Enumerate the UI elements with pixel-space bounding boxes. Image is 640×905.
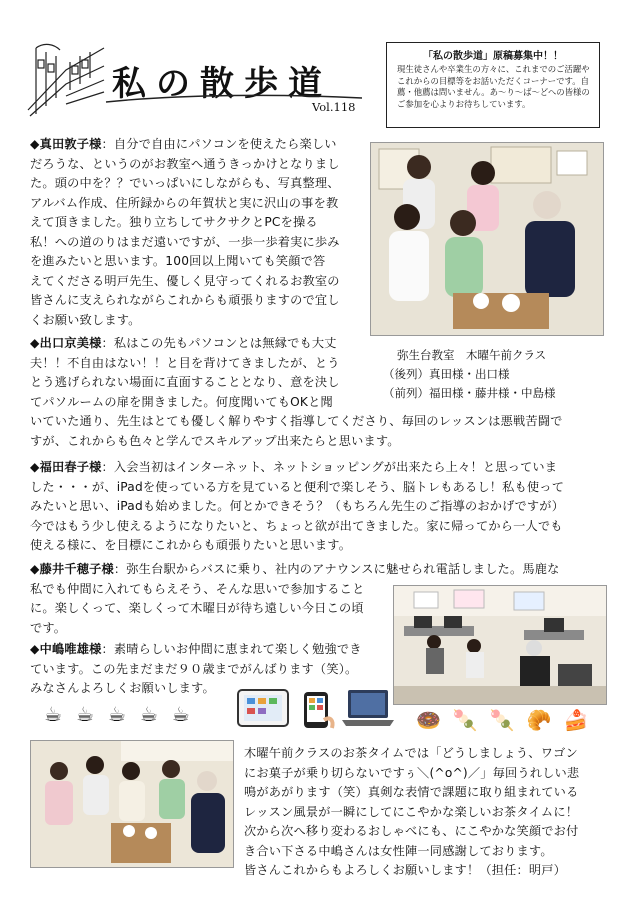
entry-line: 皆さんに支えられながらこれからも頑張りますので宜し bbox=[30, 293, 340, 307]
coffee-cups-row bbox=[44, 702, 214, 726]
entry-line: くお願い致します。 bbox=[30, 312, 141, 327]
coffee-cup-icon: ☕ bbox=[44, 702, 62, 726]
entry-fukuda bbox=[30, 458, 620, 556]
entry-line: ：私はこの先もパソコンとは無縁でも大丈 bbox=[101, 336, 337, 350]
coffee-cup-icon: ☕ bbox=[171, 702, 190, 726]
taiyaki-icon: 🥐 bbox=[526, 708, 552, 732]
entry-line: だろうな、というのがお教室へ通うきっかけとなりまし bbox=[30, 156, 340, 171]
tablet-icon bbox=[236, 688, 290, 728]
entry-line: ：素晴らしいお仲間に恵まれて楽しく勉強でき bbox=[101, 642, 362, 656]
caption-line: 弥生台教室 木曜午前クラス bbox=[397, 348, 547, 362]
coffee-cup-icon: ☕ bbox=[139, 702, 158, 726]
dorayaki-icon: 🍩 bbox=[416, 708, 441, 732]
closing-line: 鳴があがります（笑）真剣な表情で課題に取り組まれている bbox=[244, 785, 579, 799]
entry-line: ：自分で自由にパソコンを使えたら楽しい bbox=[101, 137, 337, 151]
dango-icon: 🍡 bbox=[489, 708, 515, 732]
entry-line: 私！への道のりはまだ遠いですが、一歩一歩着実に歩み bbox=[30, 234, 340, 249]
notice-title: 「私の散歩道」原稿募集中！！ bbox=[423, 51, 563, 62]
closing-paragraph bbox=[244, 744, 624, 881]
entry-line: ています。この先まだまだ９０歳までがんばります（笑）。 bbox=[30, 661, 358, 676]
entry-line: 使える様に、を目標にこれからも頑張りたいと思います。 bbox=[30, 538, 352, 552]
entry-line: 私でも仲間に入れてもらえそう、そんな思いで参加すること bbox=[30, 581, 365, 596]
closing-line: レッスン風景が一瞬にしてにこやかな楽しいお茶タイムに！ bbox=[244, 804, 579, 819]
volume-number: Vol.118 bbox=[312, 100, 356, 114]
entry-deguchi bbox=[30, 334, 605, 451]
page-title: 私の散歩道 bbox=[112, 64, 332, 104]
closing-line: 皆さんこれからもよろしくお願いします！（担任：明戸） bbox=[244, 863, 567, 877]
entry-line: みなさんよろしくお願いします。 bbox=[30, 681, 215, 695]
entry-name: ◆中嶋唯雄様 bbox=[30, 642, 102, 656]
entry-line: に。楽しくって、楽しくって木曜日が待ち遠しい今日この頃 bbox=[30, 601, 364, 615]
entry-line: えてくださる明戸先生、優しく見守ってくれるお教室の bbox=[30, 273, 340, 288]
entry-line: ：入会当初はインターネット、ネットショッピングが出来たら上々！と思っていま bbox=[101, 460, 558, 474]
entry-line: を進みたいと思います。100回以上聞いても笑顔で答 bbox=[30, 254, 326, 268]
entry-line: えて頂きました。独り立ちしてサクサクとPCを操る bbox=[30, 215, 318, 229]
coffee-cup-icon: ☕ bbox=[75, 702, 94, 726]
entry-line: とう逃げられない場面に直面することとなり、意を決し bbox=[30, 375, 340, 389]
notice-box bbox=[386, 42, 600, 128]
entry-line: アルバム作成、住所録からの年賀状と実に沢山の事を教 bbox=[30, 195, 339, 210]
entry-name: ◆福田春子様 bbox=[30, 460, 102, 474]
entry-line: た。頭の中を？？でいっぱいにしながらも、写真整理、 bbox=[30, 176, 340, 190]
entry-line: ：弥生台駅からバスに乗り、社内のアナウンスに魅せられ電話しました。馬鹿な bbox=[113, 562, 560, 576]
closing-line: 木曜午前クラスのお茶タイムでは「どうしましょう、ワゴン bbox=[244, 746, 578, 760]
closing-line: にお菓子が乗り切らないですぅ＼(^o^)／」毎回うれしい悲 bbox=[244, 765, 580, 780]
entry-nakajima bbox=[30, 640, 390, 699]
closing-line: 次から次へ移り変わるおしゃべにも、にこやかな笑顔でお付 bbox=[244, 824, 579, 838]
coffee-cup-icon: ☕ bbox=[107, 702, 126, 726]
caption-line: （後列）真田様・出口様 bbox=[383, 367, 510, 381]
street-sketch-illustration bbox=[26, 40, 106, 120]
entry-sanada bbox=[30, 135, 375, 330]
entry-line: てパソルームの扉を開きました。何度聞いてもOKと聞 bbox=[30, 394, 333, 409]
entry-name: ◆出口京美様 bbox=[30, 336, 102, 350]
entry-line: いていた通り、先生はとても優しく解りやすく指導してくださり、毎回のレッスンは悪戦苦闘で bbox=[30, 414, 563, 428]
entry-line: です。 bbox=[30, 620, 67, 635]
caption-line: （前列）福田様・藤井様・中島様 bbox=[383, 386, 556, 400]
laptop-icon bbox=[340, 688, 396, 728]
entry-line: した・・・が、iPadを使っている方を見ていると便利で楽しそう、脳トレもあるし！私も使って bbox=[30, 479, 565, 494]
classroom-photo bbox=[393, 585, 607, 705]
tea-time-photo bbox=[30, 740, 234, 868]
closing-line: き合い下さる中嶋さんは女性陣一同感謝しております。 bbox=[244, 843, 553, 858]
entry-line: 今ではもう少し使えるようになりたいと、ちょっと欲が出てきました。家に帰ってから一人でも bbox=[30, 518, 563, 533]
notice-body: 現生徒さんや卒業生の方々に、これまでのご活躍やこれからの目標等をお話いただくコーナーです。自薦・他薦は問いません。あ〜り〜ば〜どへの皆様のご参加を心よりお待ちしています。 bbox=[397, 64, 590, 109]
entry-line: 夫！！不自由はない！！と目を背けてきましたが、とう bbox=[30, 355, 340, 370]
entry-line: すが、これからも色々と学んでスキルアップ出来たらと思います。 bbox=[30, 433, 400, 448]
daifuku-icon: 🍰 bbox=[563, 708, 589, 732]
entry-line: みたいと思い、iPadも始めました。何とかできそう？（もちろん先生のご指導のおかげですが） bbox=[30, 499, 565, 513]
mochi-icon: 🍡 bbox=[452, 708, 478, 732]
group-photo bbox=[370, 142, 604, 336]
sweets-row bbox=[416, 708, 606, 732]
entry-name: ◆藤井千穂子様 bbox=[30, 562, 114, 576]
entry-name: ◆真田敦子様 bbox=[30, 137, 102, 151]
smartphone-icon bbox=[298, 690, 336, 730]
